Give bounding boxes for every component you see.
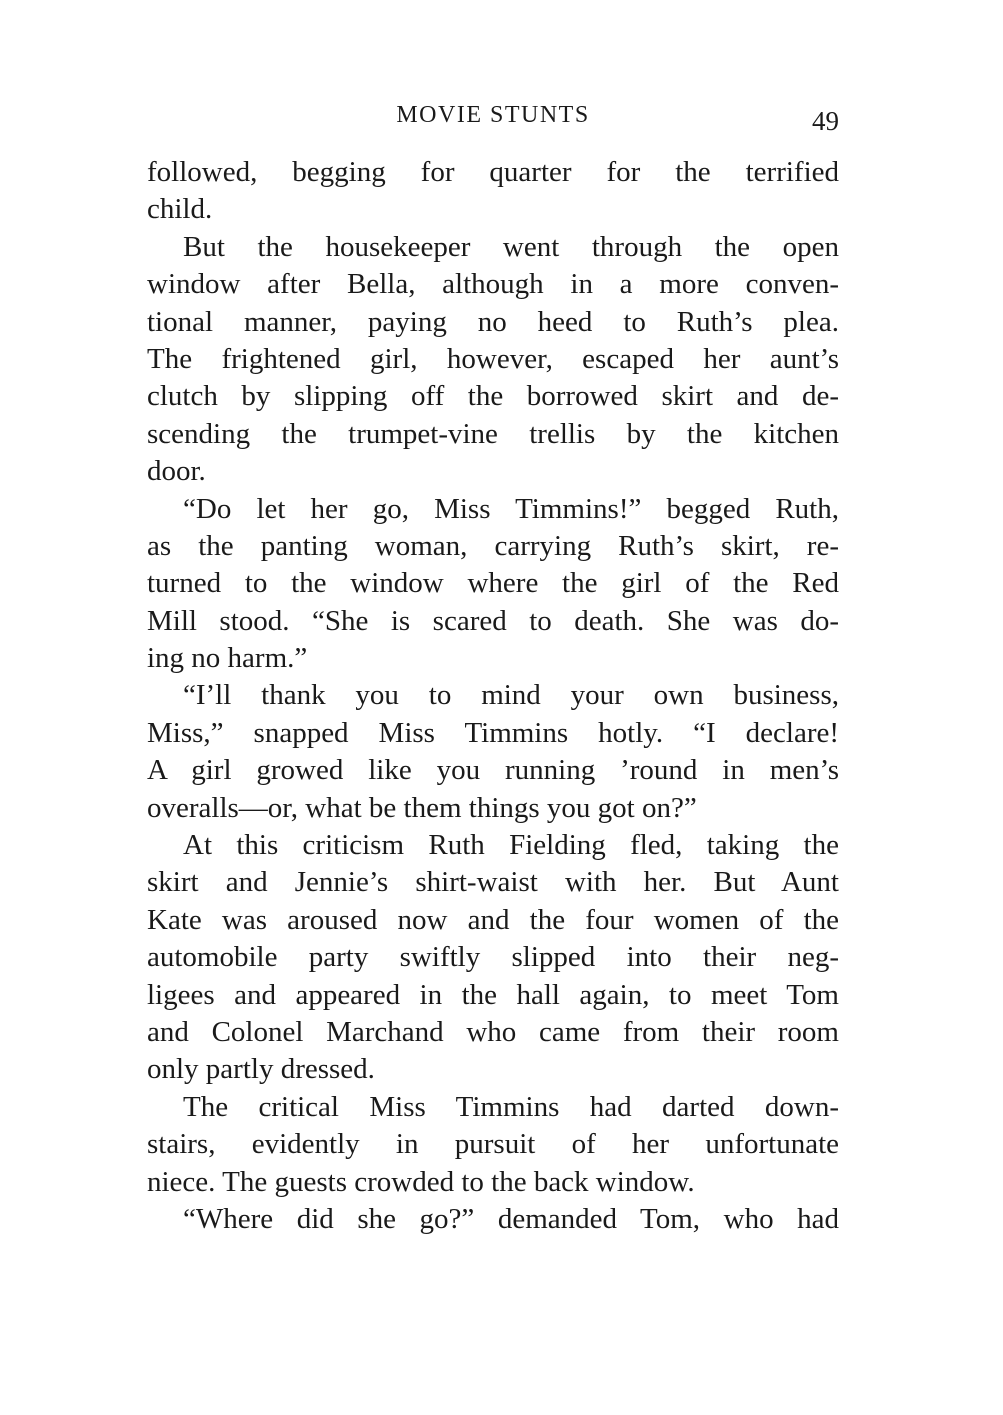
text-line: Mill stood. “She is scared to death. She was do- xyxy=(147,604,839,637)
text-line: ing no harm.” xyxy=(147,642,308,675)
text-line: “Where did she go?” demanded Tom, who had xyxy=(183,1202,839,1235)
text-line: The frightened girl, however, escaped her aunt’s xyxy=(147,342,839,375)
text-line: followed, begging for quarter for the terrified xyxy=(147,156,839,188)
body-text xyxy=(147,154,839,1238)
text-line: At this criticism Ruth Fielding fled, taking the xyxy=(183,829,839,862)
text-line: But the housekeeper went through the open xyxy=(183,230,839,263)
text-line: tional manner, paying no heed to Ruth’s plea. xyxy=(147,305,839,338)
text-line: Miss,” snapped Miss Timmins hotly. “I declare! xyxy=(147,716,839,749)
text-line: “I’ll thank you to mind your own business, xyxy=(183,679,839,712)
text-line: Kate was aroused now and the four women of the xyxy=(147,903,839,936)
page-number: 49 xyxy=(812,106,839,136)
text-line: clutch by slipping off the borrowed skirt and de- xyxy=(147,380,839,413)
text-line: skirt and Jennie’s shirt-waist with her. But Aunt xyxy=(147,866,839,899)
text-line: child. xyxy=(147,193,213,226)
text-line: scending the trumpet-vine trellis by the kitchen xyxy=(147,417,839,450)
text-line: as the panting woman, carrying Ruth’s skirt, re- xyxy=(147,529,839,562)
text-line: stairs, evidently in pursuit of her unfortunate xyxy=(147,1128,839,1161)
text-line: The critical Miss Timmins had darted down- xyxy=(183,1090,839,1123)
text-line: and Colonel Marchand who came from their room xyxy=(147,1015,839,1048)
text-line: “Do let her go, Miss Timmins!” begged Ruth, xyxy=(183,492,839,525)
running-head xyxy=(147,100,839,140)
text-line: overalls—or, what be them things you got on?” xyxy=(147,791,697,824)
text-line: window after Bella, although in a more conven- xyxy=(147,268,839,301)
running-title: MOVIE STUNTS xyxy=(396,102,590,128)
text-line: ligees and appeared in the hall again, to meet Tom xyxy=(147,978,839,1011)
text-line: only partly dressed. xyxy=(147,1053,375,1086)
text-line: door. xyxy=(147,455,206,488)
text-line: A girl growed like you running ’round in men’s xyxy=(147,754,839,787)
text-line: automobile party swiftly slipped into their neg- xyxy=(147,941,839,974)
text-line: niece. The guests crowded to the back window. xyxy=(147,1165,695,1198)
text-line: turned to the window where the girl of the Red xyxy=(147,567,839,600)
